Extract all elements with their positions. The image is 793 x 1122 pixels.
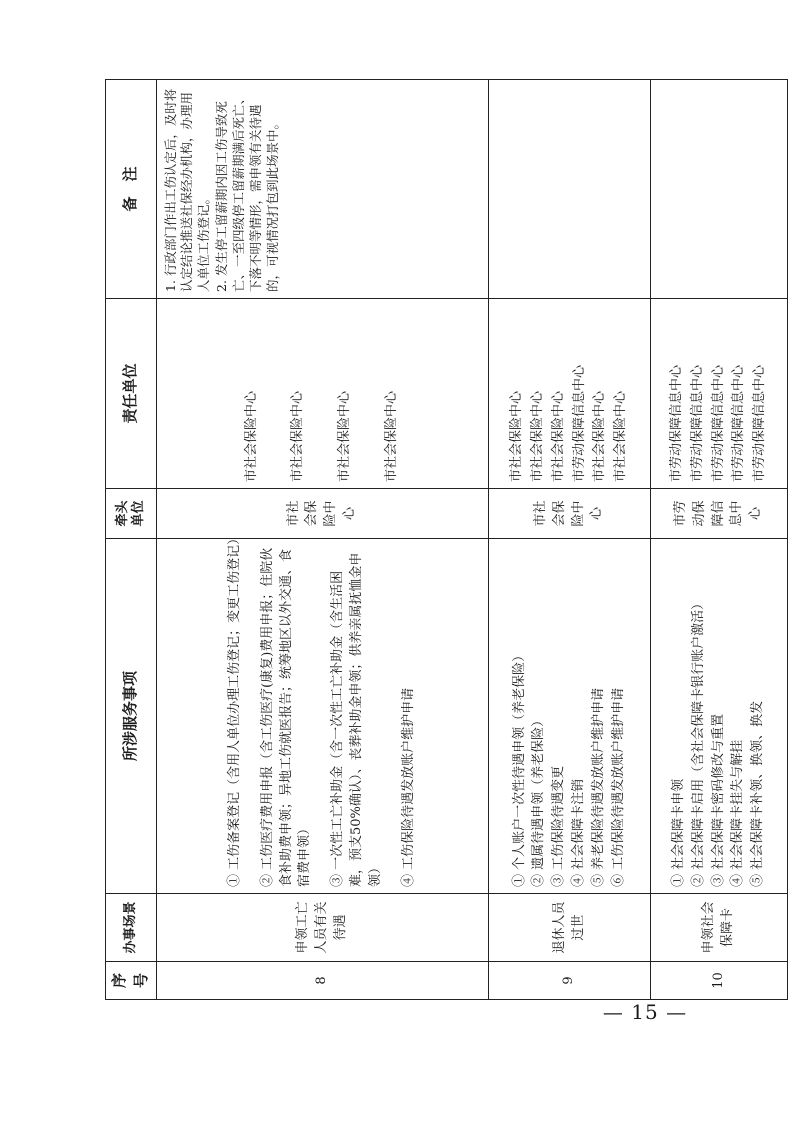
service-item: ④ 社会保障卡挂失与解挂 bbox=[730, 739, 746, 887]
service-item: ③ 一次性工亡补助金（含一次性工亡补助金（含生活困难，预支50%确认）、丧葬补助金申领；供养亲属抚恤金申领） bbox=[330, 552, 383, 887]
responsible-unit: 市社会保险中心 bbox=[290, 390, 306, 482]
row-scene: 申领工亡人员有关待遇 bbox=[156, 894, 489, 962]
note-line: 1. 行政部门作出工伤认定后，及时将认定结论推送社保经办机构，办理用人单位工伤登记。 bbox=[162, 88, 212, 292]
responsible-unit: 市社会保险中心 bbox=[337, 390, 353, 482]
responsible-unit: 市社会保险中心 bbox=[384, 390, 400, 482]
service-item: ⑤ 养老保险待遇发放账户维护申请 bbox=[590, 687, 606, 887]
responsible-unit: 市社会保险中心 bbox=[592, 390, 608, 482]
row-number: 8 bbox=[156, 962, 489, 1000]
row-number: 10 bbox=[651, 962, 788, 1000]
service-item: ② 工伤医疗费用申报（含工伤医疗(康复)费用申报；住院伙食补助费申领；异地工伤就医报告；统筹地区以外交通、食宿费申领） bbox=[259, 547, 313, 887]
header-items: 所涉服务事项 bbox=[106, 539, 157, 894]
table-row bbox=[651, 80, 788, 1000]
table-header-row bbox=[106, 80, 157, 1000]
responsible-unit: 市社会保险中心 bbox=[243, 390, 259, 482]
service-item: ① 社会保障卡申领 bbox=[670, 778, 686, 887]
responsible-unit: 市社会保险中心 bbox=[613, 390, 629, 482]
row-lead-unit: 市劳动保障信息中心 bbox=[651, 489, 788, 539]
service-item: ② 遗属待遇申领（养老保险） bbox=[531, 713, 547, 887]
responsible-unit: 市劳动保障信息中心 bbox=[731, 364, 747, 482]
row-lead-unit: 市社会保险中心 bbox=[156, 489, 489, 539]
row-items bbox=[651, 539, 788, 894]
row-items bbox=[489, 539, 651, 894]
responsible-unit: 市劳动保障信息中心 bbox=[710, 364, 726, 482]
responsible-unit: 市劳动保障信息中心 bbox=[752, 364, 768, 482]
header-units: 责任单位 bbox=[106, 299, 157, 489]
row-notes bbox=[489, 80, 651, 299]
responsible-unit: 市劳动保障信息中心 bbox=[571, 364, 587, 482]
responsible-unit: 市劳动保障信息中心 bbox=[689, 364, 705, 482]
row-units bbox=[651, 299, 788, 489]
service-item: ④ 社会保障卡注销 bbox=[571, 778, 587, 887]
page-number: — 15 — bbox=[602, 1000, 688, 1024]
row-notes bbox=[651, 80, 788, 299]
services-table bbox=[105, 79, 788, 1000]
row-lead-unit: 市社会保险中心 bbox=[489, 489, 651, 539]
note-line: 2. 发生停工留薪期内因工伤导致死亡、一至四级停工留薪期满后死亡、下落不明等情形，需申领有关待遇的，可视情况打包到此场景中。 bbox=[214, 91, 280, 292]
row-units bbox=[489, 299, 651, 489]
header-notes: 备 注 bbox=[106, 80, 157, 299]
responsible-unit: 市社会保险中心 bbox=[550, 390, 566, 482]
service-item: ⑤ 社会保障卡补领、换领、换发 bbox=[750, 700, 766, 887]
row-notes bbox=[156, 80, 489, 299]
service-item: ① 个人账户一次性待遇申领（养老保险） bbox=[511, 648, 527, 887]
table-row bbox=[489, 80, 651, 1000]
row-units bbox=[156, 299, 489, 489]
responsible-unit: 市社会保险中心 bbox=[529, 390, 545, 482]
row-scene: 退休人员过世 bbox=[489, 894, 651, 962]
responsible-unit: 市劳动保障信息中心 bbox=[668, 364, 684, 482]
row-scene: 申领社会保障卡 bbox=[651, 894, 788, 962]
service-item: ① 工伤备案登记（含用人单位办理工伤登记；变更工伤登记） bbox=[226, 531, 242, 887]
rotated-table-container bbox=[105, 80, 788, 1000]
row-number: 9 bbox=[489, 962, 651, 1000]
service-item: ⑥ 工伤保险待遇发放账户维护申请 bbox=[610, 687, 626, 887]
header-no: 序号 bbox=[106, 962, 157, 1000]
service-item: ② 社会保障卡启用（含社会保障卡银行账户激活） bbox=[690, 596, 706, 887]
row-items bbox=[156, 531, 489, 894]
responsible-unit: 市社会保险中心 bbox=[509, 390, 525, 482]
header-scene: 办事场景 bbox=[106, 894, 157, 962]
service-item: ③ 社会保障卡密码修改与重置 bbox=[710, 713, 726, 887]
header-lead: 牵头单位 bbox=[106, 489, 157, 539]
table-row bbox=[156, 80, 489, 1000]
service-item: ④ 工伤保险待遇发放账户维护申请 bbox=[400, 687, 416, 887]
service-item: ③ 工伤保险待遇变更 bbox=[551, 765, 567, 887]
